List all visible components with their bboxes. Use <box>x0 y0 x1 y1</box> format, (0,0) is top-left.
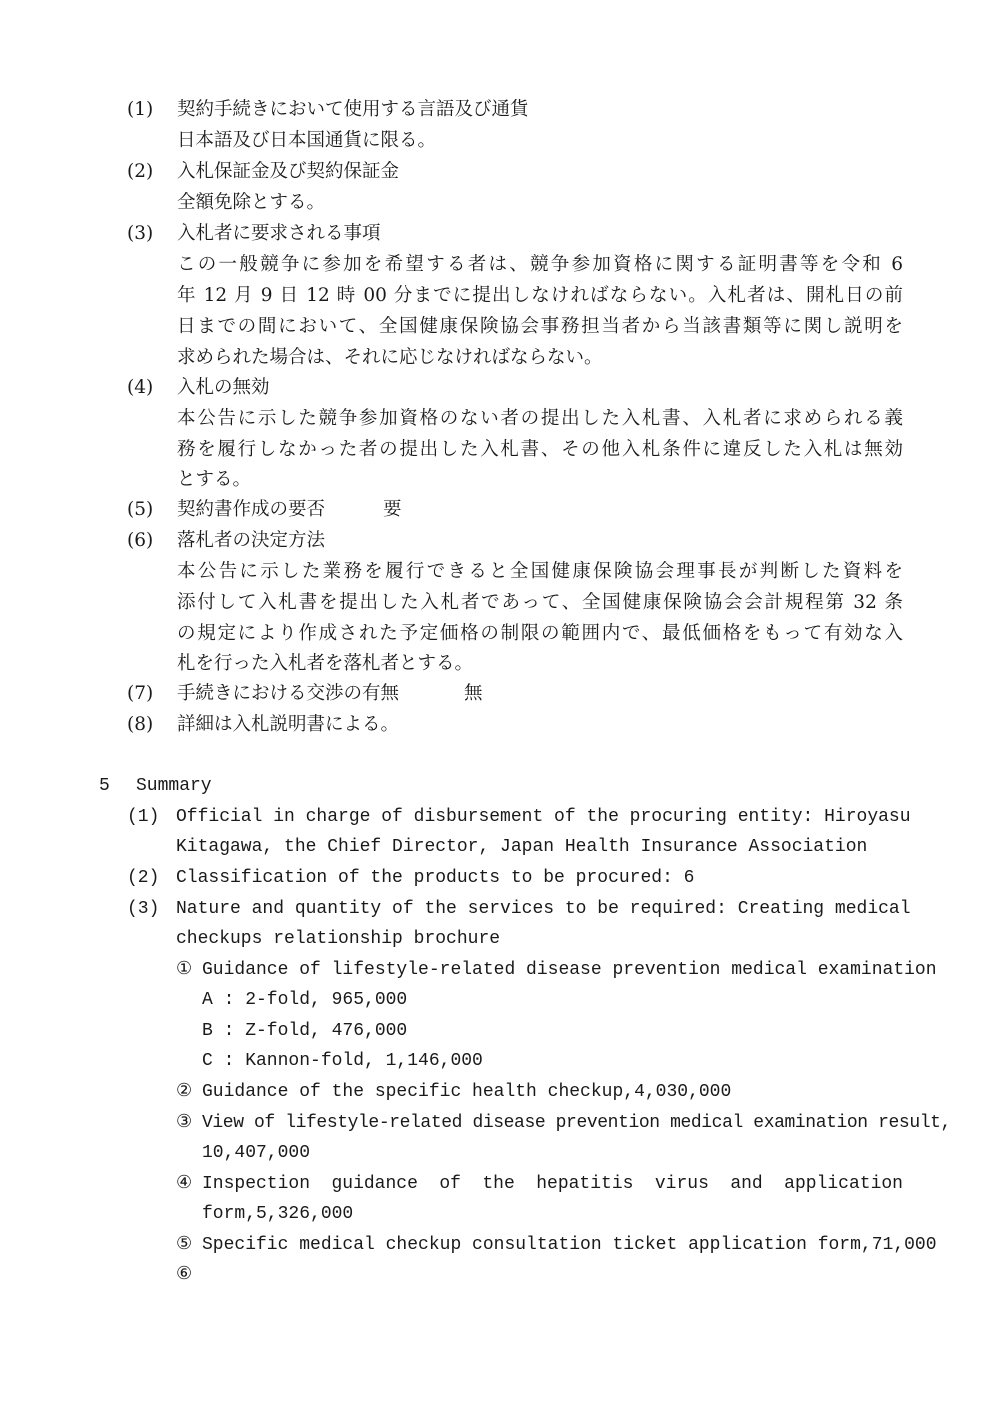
summary-item-3-line: Nature and quantity of the services to be required: Creating medical <box>176 899 911 919</box>
subitem-2-line: Guidance of the specific health checkup,4,030,000 <box>202 1082 732 1102</box>
item-1-row <box>127 98 529 122</box>
subitem-4-line: Inspection guidance of the hepatitis virus and application <box>202 1174 903 1194</box>
subitem-1-line: C : Kannon-fold, 1,146,000 <box>202 1051 483 1071</box>
section5-heading: Summary <box>136 776 212 796</box>
item-4-row <box>127 376 270 400</box>
item-7-value: 無 <box>464 683 483 704</box>
summary-item-2-number: (2) <box>127 868 160 888</box>
item-6-body-line: 本公告に示した業務を履行できると全国健康保険協会理事長が判断した資料を <box>177 561 903 582</box>
subitem-1-marker: ① <box>176 960 193 980</box>
item-7-number: (7) <box>127 683 154 704</box>
item-6-title: 落札者の決定方法 <box>177 530 326 551</box>
summary-item-1-row <box>127 805 159 829</box>
summary-item-3-number: (3) <box>127 899 160 919</box>
item-1-number: (1) <box>127 99 154 120</box>
item-6-number: (6) <box>127 530 154 551</box>
item-3-number: (3) <box>127 223 154 244</box>
item-3-title: 入札者に要求される事項 <box>177 223 381 244</box>
item-5-row <box>127 498 402 522</box>
item-1-title: 契約手続きにおいて使用する言語及び通貨 <box>177 99 529 120</box>
item-8-title: 詳細は入札説明書による。 <box>177 714 400 735</box>
item-6-body-line: 添付して入札書を提出した入札者であって、全国健康保険協会会計規程第 32 条 <box>177 592 903 613</box>
item-1-body-line: 日本語及び日本国通貨に限る。 <box>177 130 437 151</box>
item-3-body-line: 年 12 月 9 日 12 時 00 分までに提出しなければならない。入札者は、開札日の前 <box>177 285 903 306</box>
item-7-row <box>127 682 483 706</box>
item-8-number: (8) <box>127 714 154 735</box>
subitem-3-line: View of lifestyle-related disease prevention medical examination result, <box>202 1113 951 1133</box>
item-3-body-line: 求められた場合は、それに応じなければならない。 <box>177 347 603 368</box>
item-6-row <box>127 529 326 553</box>
subitem-5-marker: ⑤ <box>176 1235 193 1255</box>
item-4-number: (4) <box>127 377 154 398</box>
item-4-body-line: とする。 <box>177 469 252 490</box>
summary-item-1-line: Kitagawa, the Chief Director, Japan Health Insurance Association <box>176 837 868 857</box>
subitem-1-line: B : Z-fold, 476,000 <box>202 1021 408 1041</box>
item-6-body-line: の規定により作成された予定価格の制限の範囲内で、最低価格をもって有効な入 <box>177 623 903 644</box>
item-3-body-line: 日までの間において、全国健康保険協会事務担当者から当該書類等に関し説明を <box>177 316 903 337</box>
item-4-body-line: 本公告に示した競争参加資格のない者の提出した入札書、入札者に求められる義 <box>177 408 903 429</box>
subitem-3-line: 10,407,000 <box>202 1143 311 1163</box>
item-7-title: 手続きにおける交渉の有無 <box>177 683 400 704</box>
item-2-row <box>127 160 400 184</box>
item-8-row <box>127 713 400 737</box>
item-2-number: (2) <box>127 161 154 182</box>
item-2-body-line: 全額免除とする。 <box>177 192 326 213</box>
item-3-row <box>127 222 381 246</box>
subitem-3-marker: ③ <box>176 1113 193 1133</box>
item-5-title: 契約書作成の要否 <box>177 499 326 520</box>
summary-item-3-line: checkups relationship brochure <box>176 929 501 949</box>
item-5-value: 要 <box>383 499 402 520</box>
subitem-2-marker: ② <box>176 1082 193 1102</box>
item-2-title: 入札保証金及び契約保証金 <box>177 161 400 182</box>
summary-item-2-line: Classification of the products to be procured: 6 <box>176 868 695 888</box>
summary-item-1-number: (1) <box>127 807 160 827</box>
section5-heading-row <box>99 774 212 798</box>
subitem-1-line: A : 2-fold, 965,000 <box>202 990 408 1010</box>
subitem-6-marker: ⑥ <box>176 1265 193 1285</box>
item-4-body-line: 務を履行しなかった者の提出した入札書、その他入札条件に違反した入札は無効 <box>177 439 903 460</box>
item-6-body-line: 札を行った入札者を落札者とする。 <box>177 653 474 674</box>
subitem-4-line: form,5,326,000 <box>202 1204 354 1224</box>
section5-number: 5 <box>99 776 110 796</box>
subitem-5-line: Specific medical checkup consultation ticket application form,71,000 <box>202 1235 937 1255</box>
summary-item-1-line: Official in charge of disbursement of the procuring entity: Hiroyasu <box>176 807 911 827</box>
summary-item-2-row <box>127 866 159 890</box>
summary-item-3-row <box>127 897 159 921</box>
item-4-title: 入札の無効 <box>177 377 270 398</box>
subitem-1-line: Guidance of lifestyle-related disease prevention medical examination <box>202 960 937 980</box>
item-3-body-line: この一般競争に参加を希望する者は、競争参加資格に関する証明書等を令和 6 <box>177 254 903 275</box>
item-5-number: (5) <box>127 499 154 520</box>
subitem-4-marker: ④ <box>176 1174 193 1194</box>
